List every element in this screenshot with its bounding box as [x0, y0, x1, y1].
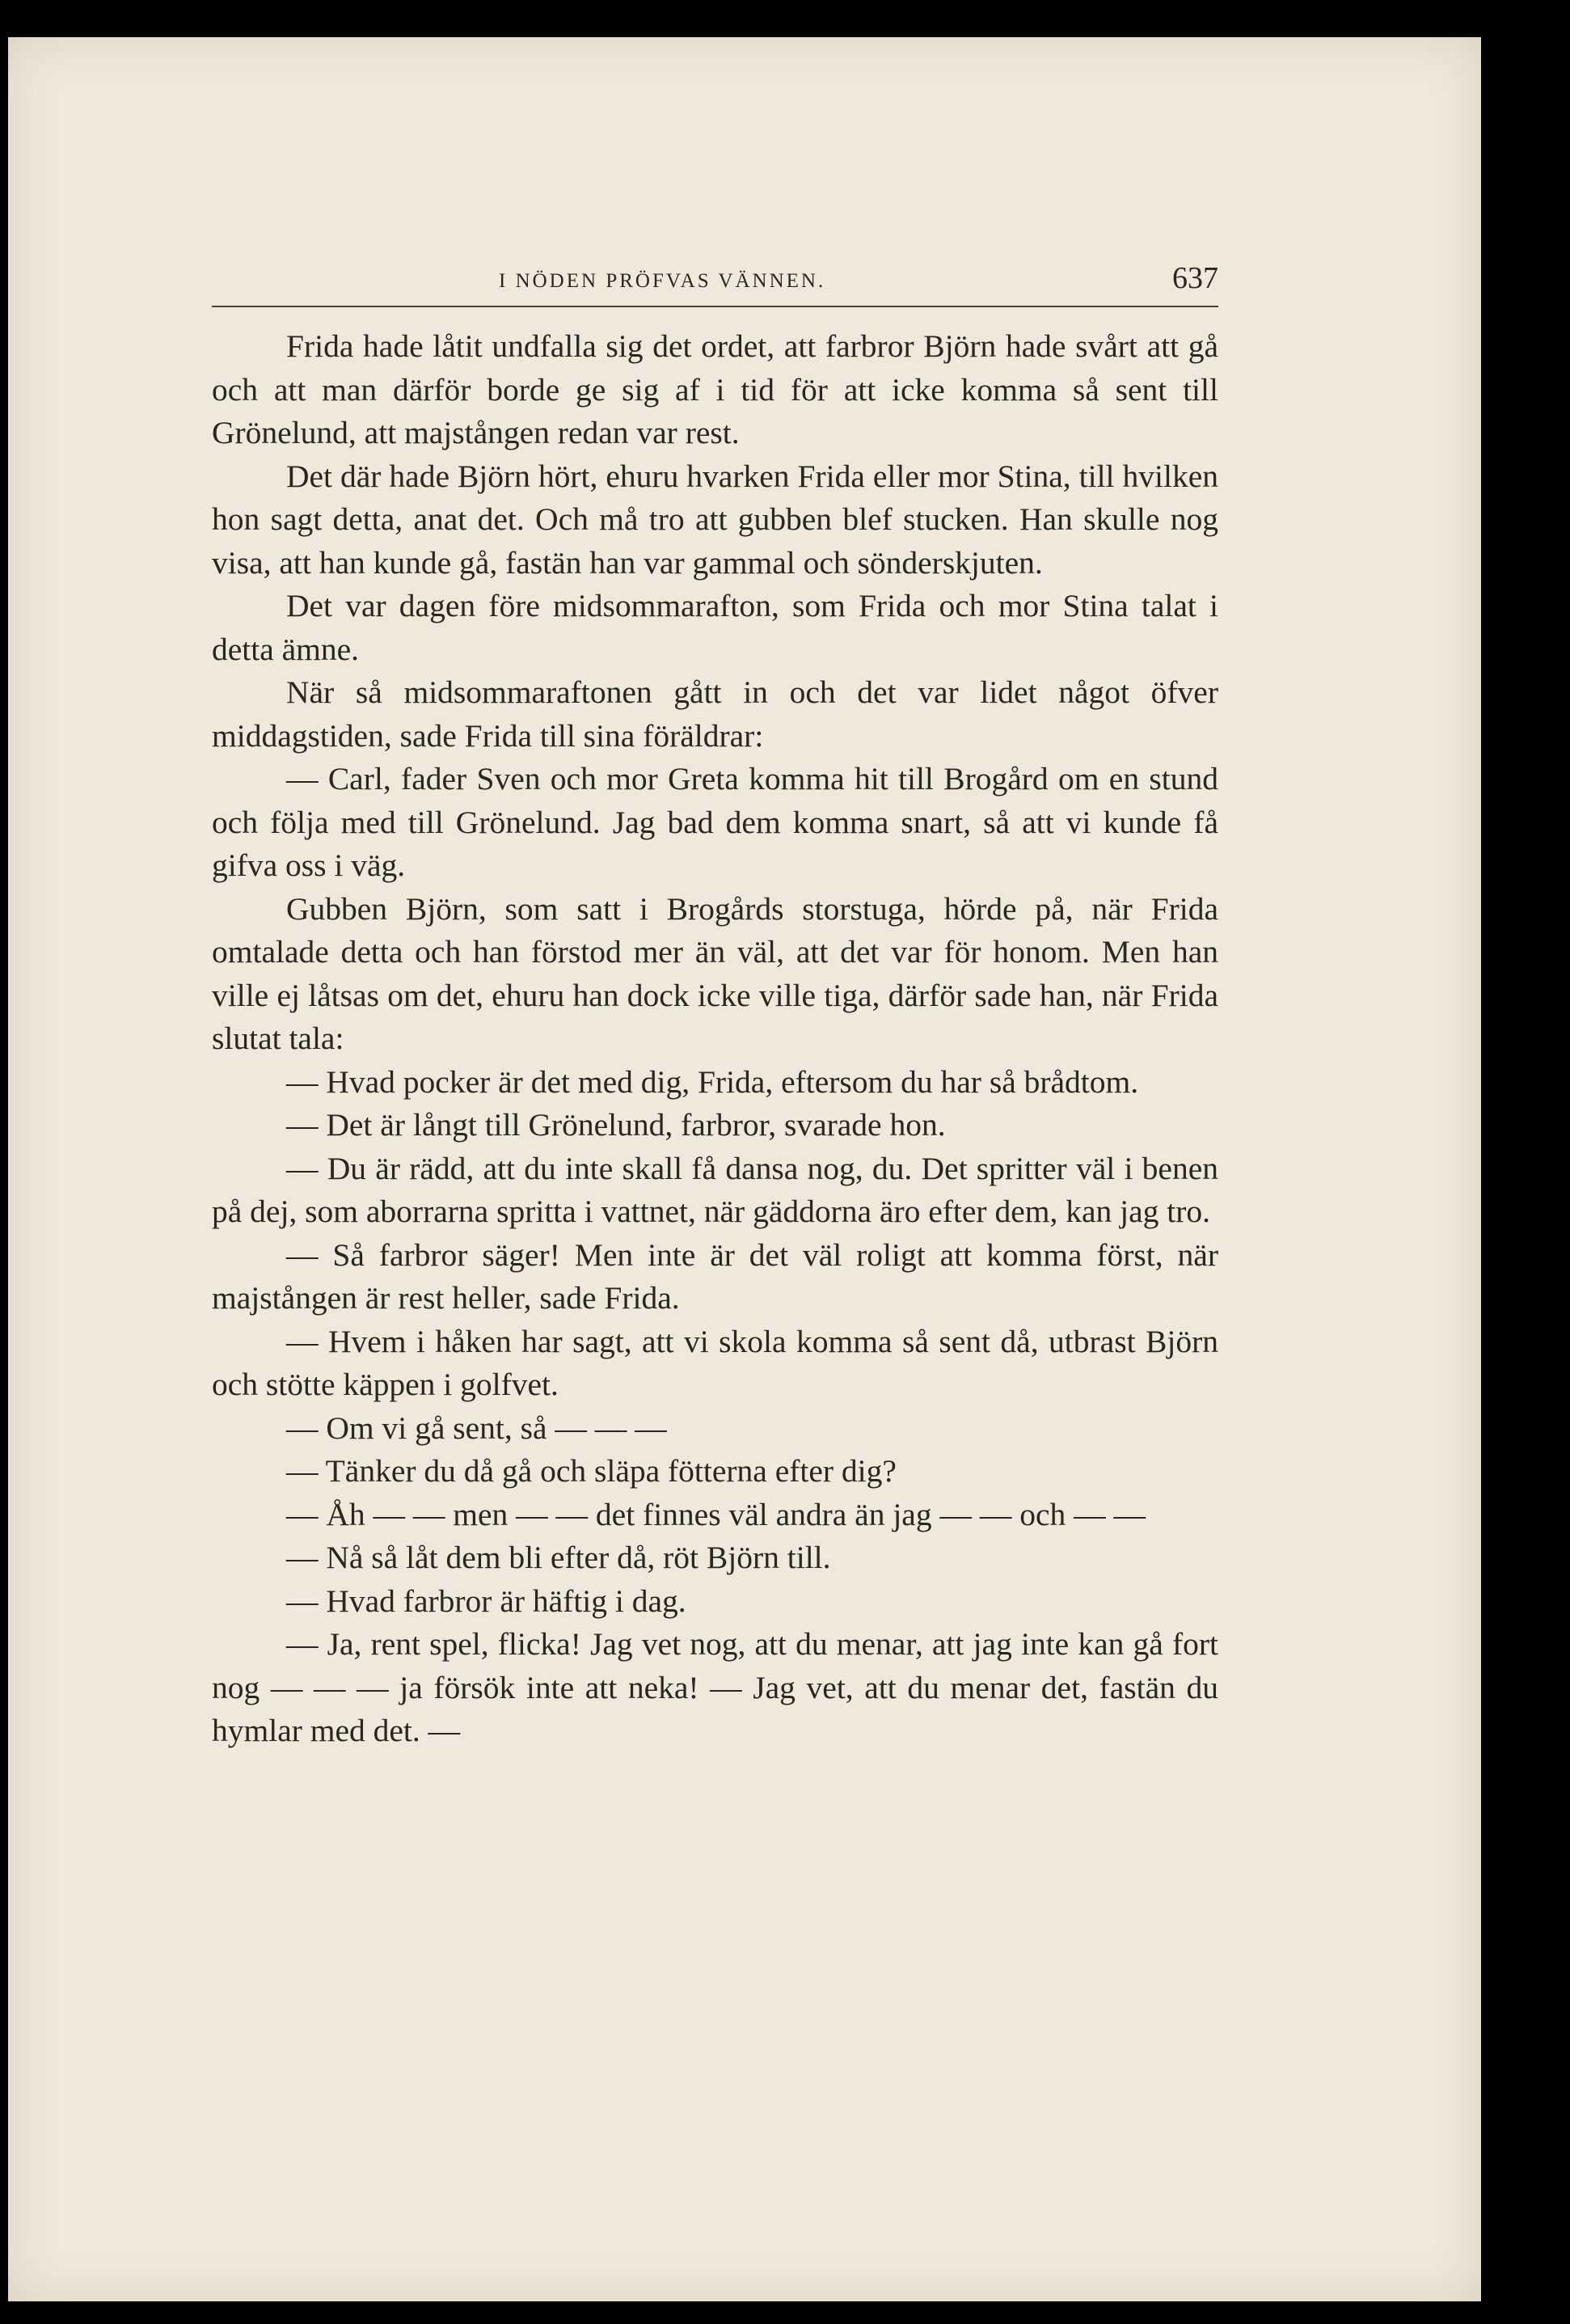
- running-title: I NÖDEN PRÖFVAS VÄNNEN.: [499, 270, 826, 292]
- paragraph: — Nå så låt dem bli efter då, röt Björn till.: [286, 1540, 831, 1575]
- paragraph: När så midsommaraftonen gått in och det var lidet något öfver middagstiden, sade Frida till sina föräldrar:: [212, 674, 1218, 754]
- paragraph: — Hvad farbror är häftig i dag.: [286, 1582, 686, 1619]
- paragraph: — Du är rädd, att du inte skall få dansa nog, du. Det spritter väl i benen på dej, som aborrarna spritta i vattnet, när gäddorna äro efter dem, kan jag tro.: [212, 1150, 1218, 1229]
- paragraph: — Om vi gå sent, så — — —: [286, 1409, 667, 1446]
- paragraph: — Hvad pocker är det med dig, Frida, eftersom du har så brådtom.: [286, 1063, 1139, 1100]
- body-text: [212, 325, 1218, 1753]
- paragraph: — Så farbror säger! Men inte är det väl roligt att komma först, när majstången är rest heller, sade Frida.: [212, 1236, 1218, 1316]
- paragraph: — Åh — — men — — det finnes väl andra än jag — — och — —: [286, 1496, 1146, 1532]
- paragraph: — Hvem i håken har sagt, att vi skola komma så sent då, utbrast Björn och stötte käppen i golfvet.: [212, 1323, 1218, 1402]
- book-page: [8, 37, 1481, 2301]
- paragraph: Det var dagen före midsommarafton, som Frida och mor Stina talat i detta ämne.: [212, 588, 1218, 667]
- page-number: 637: [1172, 261, 1218, 295]
- paragraph: Det där hade Björn hört, ehuru hvarken Frida eller mor Stina, till hvilken hon sagt detta, anat det. Och må tro att gubben blef stucken. Han skulle nog visa, att han kunde gå, fastän han var gammal och sönderskjuten.: [212, 458, 1218, 581]
- paragraph: — Ja, rent spel, flicka! Jag vet nog, att du menar, att jag inte kan gå fort nog — — — ja försök inte att neka! — Jag vet, att du menar det, fastän du hymlar med det. —: [212, 1626, 1218, 1748]
- page-header: [212, 256, 1218, 307]
- paragraph: Gubben Björn, som satt i Brogårds storstuga, hörde på, när Frida omtalade detta och han förstod mer än väl, att det var för honom. Men han ville ej låtsas om det, ehuru han dock icke ville tiga, därför sade han, när Frida slutat tala:: [212, 890, 1218, 1056]
- paragraph: — Tänker du då gå och släpa fötterna efter dig?: [286, 1453, 897, 1489]
- paragraph: — Carl, fader Sven och mor Greta komma hit till Brogård om en stund och följa med till Grönelund. Jag bad dem komma snart, så att vi kunde få gifva oss i väg.: [212, 761, 1218, 883]
- paragraph: Frida hade låtit undfalla sig det ordet, att farbror Björn hade svårt att gå och att man därför borde ge sig af i tid för att icke komma så sent till Grönelund, att majstången redan var rest.: [212, 328, 1218, 450]
- text-block: [212, 256, 1218, 1753]
- paragraph: — Det är långt till Grönelund, farbror, svarade hon.: [286, 1107, 946, 1143]
